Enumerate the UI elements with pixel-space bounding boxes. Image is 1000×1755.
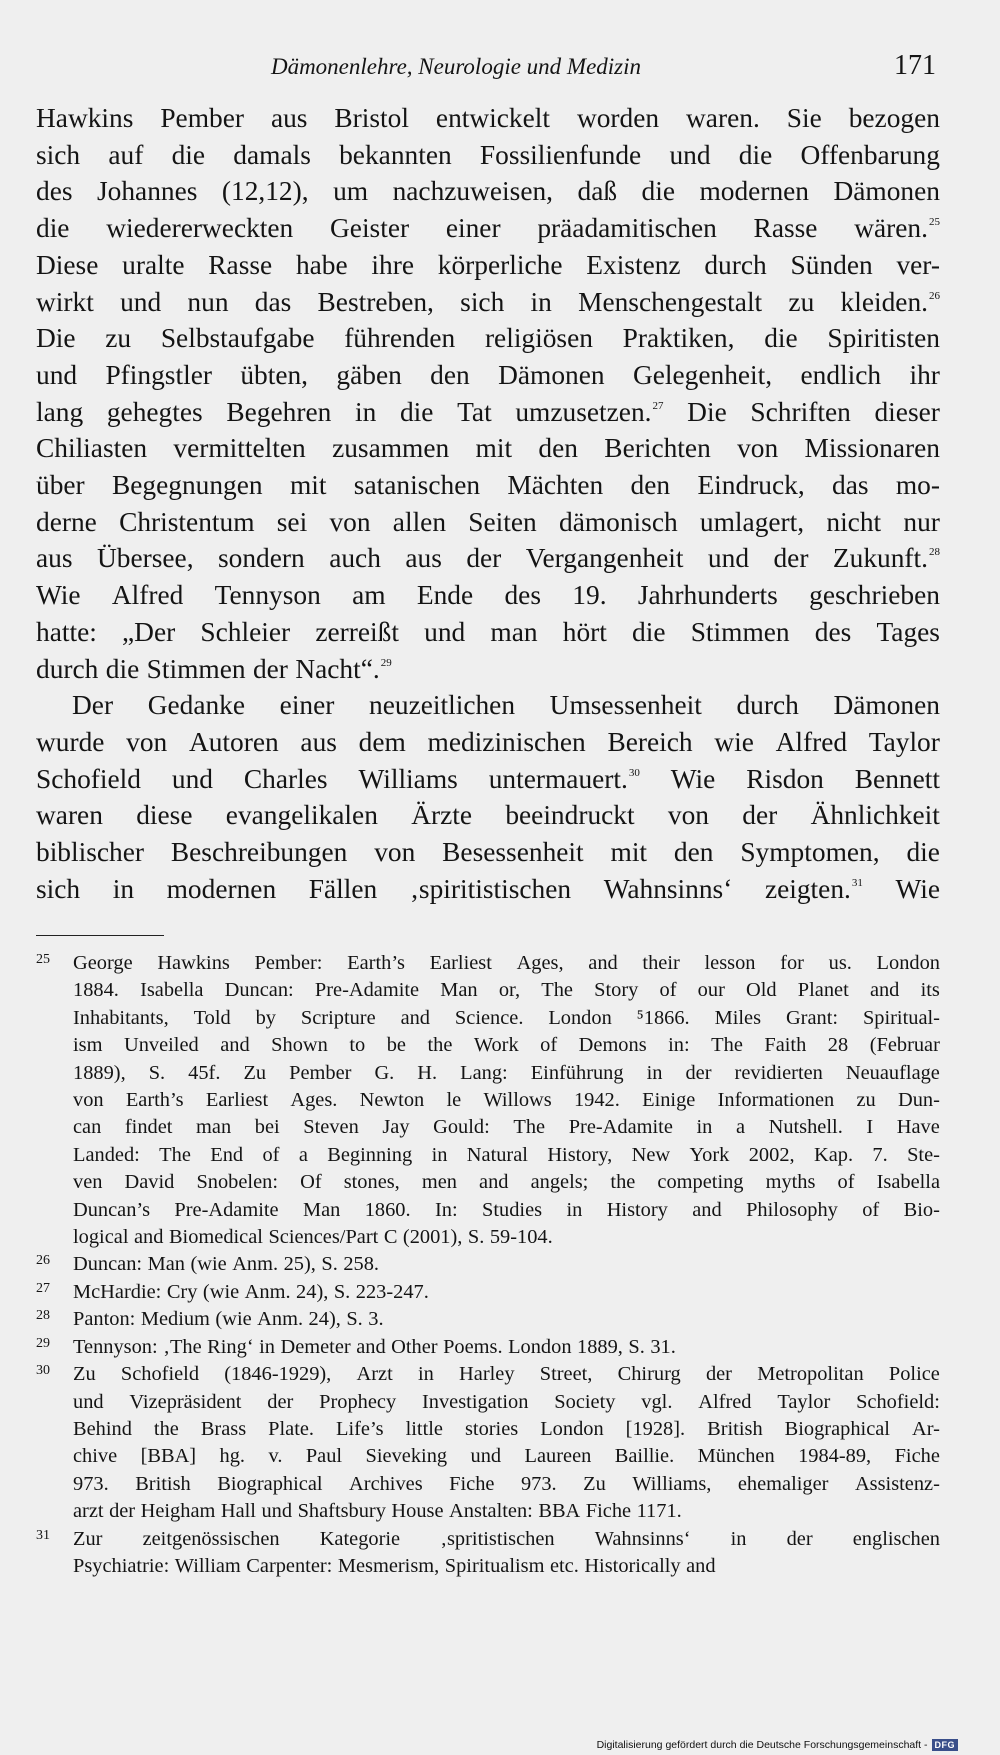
footnote-reference: 25 bbox=[928, 216, 940, 229]
footnotes bbox=[36, 950, 940, 1580]
body-line: durch die Stimmen der Nacht“.$^{29}$ bbox=[36, 653, 392, 684]
footnote-number: 27 bbox=[36, 1280, 50, 1296]
body-line: derne Christentum sei von allen Seiten dämonisch umlagert, nicht nur bbox=[36, 506, 940, 537]
page-number: 171 bbox=[894, 50, 936, 81]
footnote-number: 30 bbox=[36, 1363, 50, 1379]
footnote-line: 1884. Isabella Duncan: Pre-Adamite Man or, The Story of our Old Planet and its bbox=[73, 979, 940, 1002]
footnote-number: 28 bbox=[36, 1308, 50, 1324]
footnote-line: Landed: The End of a Beginning in Natural History, New York 2002, Kap. 7. Ste- bbox=[73, 1143, 940, 1166]
body-line: aus Übersee, sondern auch aus der Vergangenheit und der Zukunft.$^{28}$ bbox=[36, 543, 940, 574]
dfg-logo: DFG bbox=[932, 1739, 959, 1751]
footnote-number: 25 bbox=[36, 952, 50, 967]
body-line: Der Gedanke einer neuzeitlichen Umsessenheit durch Dämonen bbox=[72, 690, 940, 721]
footnote-separator bbox=[36, 935, 164, 936]
footnote-line: 1889), S. 45f. Zu Pember G. H. Lang: Einführung in der revidierten Neuauflage bbox=[73, 1061, 940, 1084]
footnote-reference: 28 bbox=[929, 546, 940, 559]
footnote bbox=[36, 1361, 940, 1525]
footnote-line: Behind the Brass Plate. Life’s little stories London [1928]. British Biographical Ar- bbox=[73, 1417, 940, 1440]
footnote-line: arzt der Heigham Hall und Shaftsbury House Anstalten: BBA Fiche 1171. bbox=[73, 1500, 682, 1523]
credit-text: Digitalisierung gefördert durch die Deutsche Forschungsgemeinschaft - bbox=[596, 1739, 928, 1751]
body-line: waren diese evangelikalen Ärzte beeindruckt von der Ähnlichkeit bbox=[36, 800, 940, 831]
footnote bbox=[36, 950, 940, 1251]
body-line: hatte: „Der Schleier zerreißt und man hört die Stimmen des Tages bbox=[36, 616, 940, 647]
footnote-line: und Vizepräsident der Prophecy Investigation Society vgl. Alfred Taylor Schofield: bbox=[73, 1390, 940, 1413]
body-text bbox=[36, 100, 940, 907]
footnote-line: logical and Biomedical Sciences/Part C (2001), S. 59-104. bbox=[73, 1226, 553, 1249]
footnote-number: 26 bbox=[36, 1253, 50, 1269]
footnote-line: Psychiatrie: William Carpenter: Mesmerism, Spiritualism etc. Historically and bbox=[73, 1554, 716, 1577]
body-line: des Johannes (12,12), um nachzuweisen, daß die modernen Dämonen bbox=[36, 176, 940, 207]
footnote bbox=[36, 1526, 940, 1581]
footnote-line: McHardie: Cry (wie Anm. 24), S. 223-247. bbox=[73, 1280, 429, 1303]
footnote-line: can findet man bei Steven Jay Gould: The Pre-Adamite in a Nutshell. I Have bbox=[73, 1116, 940, 1139]
footnote-line: Tennyson: ‚The Ring‘ in Demeter and Other Poems. London 1889, S. 31. bbox=[73, 1335, 676, 1358]
footnote-line: Inhabitants, Told by Scripture and Science. London ⁵1866. Miles Grant: Spiritual- bbox=[73, 1006, 940, 1029]
footnote-line: ven David Snobelen: Of stones, men and angels; the competing myths of Isabella bbox=[73, 1171, 940, 1194]
footnote-reference: 27 bbox=[652, 399, 664, 412]
footnote-reference: 31 bbox=[851, 876, 863, 889]
footnote-line: Panton: Medium (wie Anm. 24), S. 3. bbox=[73, 1308, 384, 1331]
footnote-reference: 30 bbox=[628, 766, 640, 779]
body-line: und Pfingstler übten, gäben den Dämonen Gelegenheit, endlich ihr bbox=[36, 359, 940, 390]
footnote-line: ism Unveiled and Shown to be the Work of Demons in: The Faith 28 (Februar bbox=[73, 1034, 940, 1057]
footnote bbox=[36, 1306, 940, 1333]
footnote-line: von Earth’s Earliest Ages. Newton le Willows 1942. Einige Informationen zu Dun- bbox=[73, 1089, 940, 1112]
body-line: über Begegnungen mit satanischen Mächten den Eindruck, das mo- bbox=[36, 470, 940, 501]
footnote-reference: 29 bbox=[380, 656, 392, 669]
body-line: Schofield und Charles Williams untermauert.$^{30}$ Wie Risdon Bennett bbox=[36, 763, 940, 794]
body-line: sich in modernen Fällen ‚spiritistischen Wahnsinns‘ zeigten.$^{31}$ Wie bbox=[36, 873, 940, 904]
digitization-credit bbox=[597, 1739, 958, 1751]
body-line: die wiedererweckten Geister einer präadamitischen Rasse wären.$^{25}$ bbox=[36, 213, 940, 244]
body-line: biblischer Beschreibungen von Besessenheit mit den Symptomen, die bbox=[36, 837, 940, 868]
body-line: wirkt und nun das Bestreben, sich in Menschengestalt zu kleiden.$^{26}$ bbox=[36, 286, 940, 317]
body-line: Wie Alfred Tennyson am Ende des 19. Jahrhunderts geschrieben bbox=[36, 580, 940, 611]
footnote-number: 29 bbox=[36, 1335, 50, 1351]
body-line: Chiliasten vermittelten zusammen mit den Berichten von Missionaren bbox=[36, 433, 940, 464]
footnote-line: George Hawkins Pember: Earth’s Earliest Ages, and their lesson for us. London bbox=[73, 952, 940, 974]
footnote-line: Duncan: Man (wie Anm. 25), S. 258. bbox=[73, 1253, 380, 1276]
footnote-line: Zur zeitgenössischen Kategorie ‚spritistischen Wahnsinns‘ in der englischen bbox=[73, 1527, 940, 1550]
body-line: lang gehegtes Begehren in die Tat umzusetzen.$^{27}$ Die Schriften dieser bbox=[36, 396, 940, 427]
body-line: Hawkins Pember aus Bristol entwickelt worden waren. Sie bezogen bbox=[36, 103, 940, 133]
footnote-line: Duncan’s Pre-Adamite Man 1860. In: Studies in History and Philosophy of Bio- bbox=[73, 1198, 940, 1221]
body-line: Diese uralte Rasse habe ihre körperliche Existenz durch Sünden ver- bbox=[36, 249, 940, 280]
footnote bbox=[36, 1279, 940, 1306]
footnote-reference: 26 bbox=[929, 289, 940, 302]
footnote-line: Zu Schofield (1846-1929), Arzt in Harley Street, Chirurg der Metropolitan Police bbox=[73, 1363, 940, 1386]
body-line: Die zu Selbstaufgabe führenden religiösen Praktiken, die Spiritisten bbox=[36, 323, 940, 354]
footnote-line: 973. British Biographical Archives Fiche 973. Zu Williams, ehemaliger Assistenz- bbox=[73, 1472, 940, 1495]
footnote-line: chive [BBA] hg. v. Paul Sieveking und Laureen Baillie. München 1984-89, Fiche bbox=[73, 1445, 940, 1468]
footnote bbox=[36, 1334, 940, 1361]
footnote-number: 31 bbox=[36, 1527, 50, 1543]
page-header bbox=[36, 50, 936, 90]
body-line: wurde von Autoren aus dem medizinischen Bereich wie Alfred Taylor bbox=[36, 726, 940, 757]
footnote bbox=[36, 1251, 940, 1278]
body-line: sich auf die damals bekannten Fossilienfunde und die Offenbarung bbox=[36, 139, 940, 170]
running-title: Dämonenlehre, Neurologie und Medizin bbox=[270, 54, 642, 79]
